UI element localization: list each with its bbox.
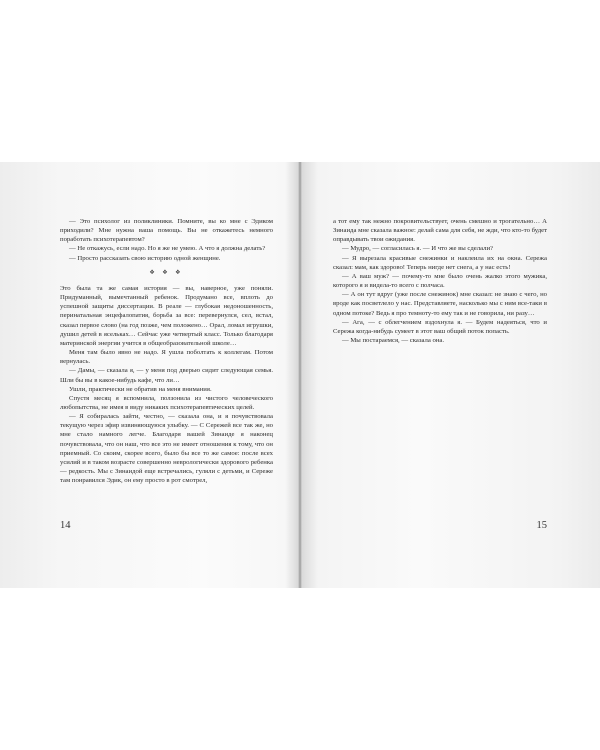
paragraph: — Я вырезала красивые снежинки и наклеила их на окна. Сережа сказал: мам, как здорово! Теперь нигде нет снега, а у нас есть! — [333, 254, 547, 271]
paragraph: — Я собиралась зайти, честно, — сказала она, и я почувствовала текущую через эфир извиняющуюся улыбку. — С Сережей все так же, но мне стало намного легче. Благодаря вашей Зинаиде я наконец почувствовала, что он наш, что все это не имеет отношения к тому, что он приемный. Со скоим, скорее всего, было бы все то же самое: после всех усилий и в таком возрасте совершенно неврологически здорового ребенка — редкость. Мы с Зинаидой еще встречались, гуляли с детьми, и Сереже там понравился Эдик, он ему просто в рот смотрел, — [60, 413, 273, 485]
right-page — [300, 162, 600, 588]
section-ornament: ❖ ❖ ❖ — [149, 269, 184, 276]
right-page-text — [333, 217, 547, 345]
paragraph: — А ваш муж? — почему-то мне было очень жалко этого мужика, которого я и видела-то всего с полчаса. — [333, 272, 547, 290]
paragraph: — Мудро, — согласилась я. — И что же вы сделали? — [342, 245, 493, 253]
paragraph: Это была та же самая история — вы, наверное, уже поняли. Придуманный, вымечтанный ребенок. Продумано все, вплоть до успешной защиты диссертации. В реале — глубокая недоношенность, перинатальная энцефалопатия, борьба за все: перевернулся, сел, встал, сказал первое слово (на год позже, чем положено… Орал, ломал игрушки, душил детей в ясельках… Сейчас уже четвертый класс. Только благодаря материнской энергии учится в общеобразовательной школе… — [60, 284, 273, 347]
paragraph: а тот ему так нежно покровительствует, очень смешно и трогательно… А Зинаида мне сказала важное: делай сама для себя, не жди, что кто-то будет оправдывать твои ожидания. — [333, 218, 547, 244]
right-dialogue-block — [333, 217, 547, 345]
book-spread — [0, 162, 600, 588]
paragraph: — Не откажусь, если надо. Но я же не умею. А что я должна делать? — [69, 245, 266, 253]
left-page-text — [60, 217, 273, 485]
paragraph: — Это психолог из поликлиники. Помните, вы ко мне с Эдиком приходили? Мне нужна ваша помощь. Вы не откажетесь немного поработать психотерапевтом? — [60, 218, 273, 244]
left-dialogue-block — [60, 217, 273, 263]
paragraph: — А он тут вдруг (уже после снежинок) мне сказал: не знаю с чего, но вроде как посветлело у нас. Представляете, насколько мы с ним все-таки в одном потоке? Ведь я про темноту-то ему так и не говорила, ни разу… — [333, 291, 547, 317]
paragraph: Меня там было явно не надо. Я ушла поболтать к коллегам. Потом вернулась. — [60, 349, 273, 366]
left-page — [0, 162, 300, 588]
paragraph: — Ага, — с облегчением вздохнула я. — Будем надеяться, что и Сережа когда-нибудь сумеет в этот ваш общий поток попасть. — [333, 318, 547, 335]
paragraph: — Просто рассказать свою историю одной женщине. — [69, 254, 221, 262]
paragraph: — Дамы, — сказала я, — у меня под дверью сидит следующая семья. Шли бы вы в какое-нибудь кафе, что ли… — [60, 367, 273, 384]
page-number-right: 15 — [536, 520, 547, 531]
paragraph: Спустя месяц я вспомнила, ползонила из чистого человеческого любопытства, не имея в виду никаких психотерапевтических целей. — [60, 394, 273, 411]
left-narrative-block — [60, 284, 273, 485]
paragraph: — Мы постараемся, — сказала она. — [342, 337, 445, 345]
paragraph: Ушли, практически не обратив на меня внимания. — [69, 385, 212, 393]
page-number-left: 14 — [60, 520, 71, 531]
